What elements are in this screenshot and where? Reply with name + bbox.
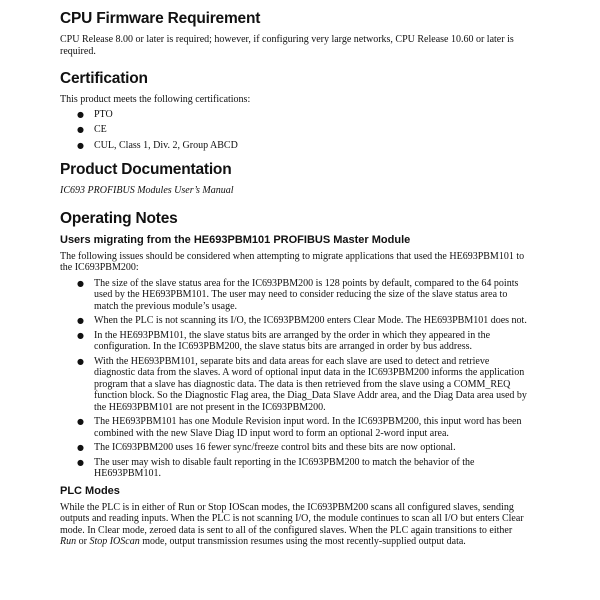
certification-heading: Certification [60,70,148,87]
list-item: ● With the HE693PBM101, separate bits and data areas for each slave are used to detect and retrieve diagnostic data from the slaves. A word of optional input data in the IC693PBM200 informs the application program that a slave has diagnostic data. The data is then retrieved from the slave using a COMM_REQ function block. So the Diagnostic Flag area, the Diag_Data Slave Addr area, and the Diag Data area used by the HE693PBM101 are not present in the IC693PBM200. [77,355,527,413]
bullet-icon: ● [77,109,84,119]
list-item: ● CUL, Class 1, Div. 2, Group ABCD [77,139,238,151]
bullet-icon: ● [77,140,84,150]
list-item: ● The IC693PBM200 uses 16 fewer sync/freeze control bits and these bits are now optional. [77,442,456,453]
bullet-icon: ● [77,316,84,325]
cpu-firmware-text: CPU Release 8.00 or later is required; however, if configuring very large networks, CPU Release 10.60 or later is required. [60,34,514,57]
bullet-icon: ● [77,330,84,340]
operating-notes-heading: Operating Notes [60,209,178,227]
bullet-icon: ● [77,125,84,134]
certification-list [60,109,530,152]
list-item: ● The user may wish to disable fault reporting in the IC693PBM200 to match the behavior of the HE693PBM101. [77,456,475,479]
list-item: ● The size of the slave status area for the IC693PBM200 is 128 points by default, compared to the 64 points used by the HE693PBM101. The user may need to consider reducing the size of the slave status area to match the previous module’s usage. [77,277,519,312]
list-item: ● CE [77,124,107,135]
run-mode-term: Run [60,536,77,547]
document-page [60,8,530,548]
plc-modes-heading: PLC Modes [60,484,120,497]
migration-subheading: Users migrating from the HE693PBM101 PROFIBUS Master Module [60,233,411,246]
migration-notes-list [60,278,530,480]
certification-intro: This product meets the following certifications: [60,94,251,105]
manual-title: IC693 PROFIBUS Modules User’s Manual [60,185,234,196]
list-item: ● When the PLC is not scanning its I/O, the IC693PBM200 enters Clear Mode. The HE693PBM101 does not. [77,315,527,326]
bullet-icon: ● [77,278,84,288]
plc-modes-text: While the PLC is in either of Run or Stop IOScan modes, the IC693PBM200 scans all configured slaves, sending outputs and reading inputs. When the PLC is not scanning I/O, the module continues to scan all I/O but enters Clear mode. In Clear mode, zeroed data is sent to all of the configured slaves. When the PLC again transitions to either Run or Stop IOScan mode, output transmission resumes using the most recently-supplied output data. [60,501,524,547]
list-item: ● PTO [77,108,113,120]
bullet-icon: ● [77,457,84,467]
bullet-icon: ● [77,417,84,426]
bullet-icon: ● [77,443,84,452]
list-item: ● In the HE693PBM101, the slave status bits are arranged by the order in which they appeared in the configuration. In the IC693PBM200, the slave status bits are arranged in order by bus address. [77,329,491,352]
product-documentation-heading: Product Documentation [60,161,232,178]
stop-ioscan-term: Stop IOScan [89,536,140,547]
bullet-icon: ● [77,356,84,366]
migration-intro: The following issues should be considered when attempting to migrate applications that used the HE693PBM101 to the IC693PBM200: [60,250,525,273]
list-item: ● The HE693PBM101 has one Module Revision input word. In the IC693PBM200, this input word has been combined with the new Slave Diag ID input word to form an optional 2-word input area. [77,416,522,439]
cpu-firmware-heading: CPU Firmware Requirement [60,10,261,27]
